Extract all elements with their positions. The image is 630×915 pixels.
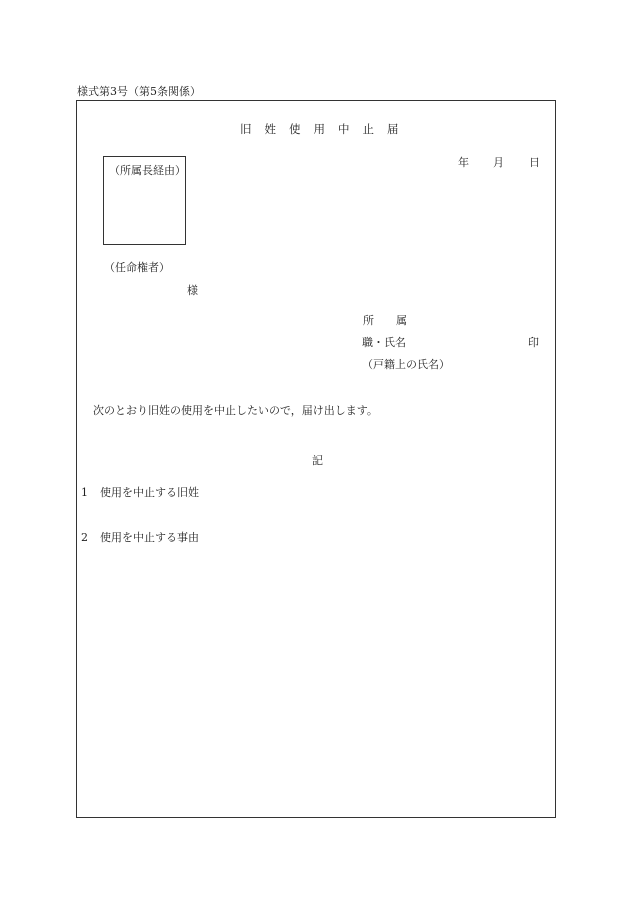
seal-mark: 印 (528, 336, 539, 349)
appointing-authority-label: （任命権者） (104, 261, 170, 274)
item-label: 使用を中止する旧姓 (100, 486, 199, 499)
date-day-label: 日 (529, 156, 540, 169)
item-number: 2 (81, 531, 88, 544)
date-year-label: 年 (458, 156, 469, 169)
department-head-via-label: （所属長経由） (109, 164, 186, 177)
form-title: 旧姓使用中止届 (240, 122, 412, 136)
item-label: 使用を中止する事由 (100, 531, 199, 544)
list-item (81, 532, 199, 543)
affiliation-label: 所 属 (363, 314, 407, 327)
list-item (81, 487, 199, 498)
notation-heading: 記 (312, 454, 323, 467)
position-name-label: 職・氏名 (362, 336, 406, 349)
date-month-label: 月 (493, 156, 504, 169)
notice-statement: 次のとおり旧姓の使用を中止したいので，届け出します。 (93, 404, 378, 417)
family-register-name-label: （戸籍上の氏名） (362, 358, 450, 371)
form-number-label: 様式第3号（第5条関係） (77, 85, 201, 98)
honorific-sama: 様 (187, 284, 198, 297)
item-number: 1 (81, 486, 88, 499)
